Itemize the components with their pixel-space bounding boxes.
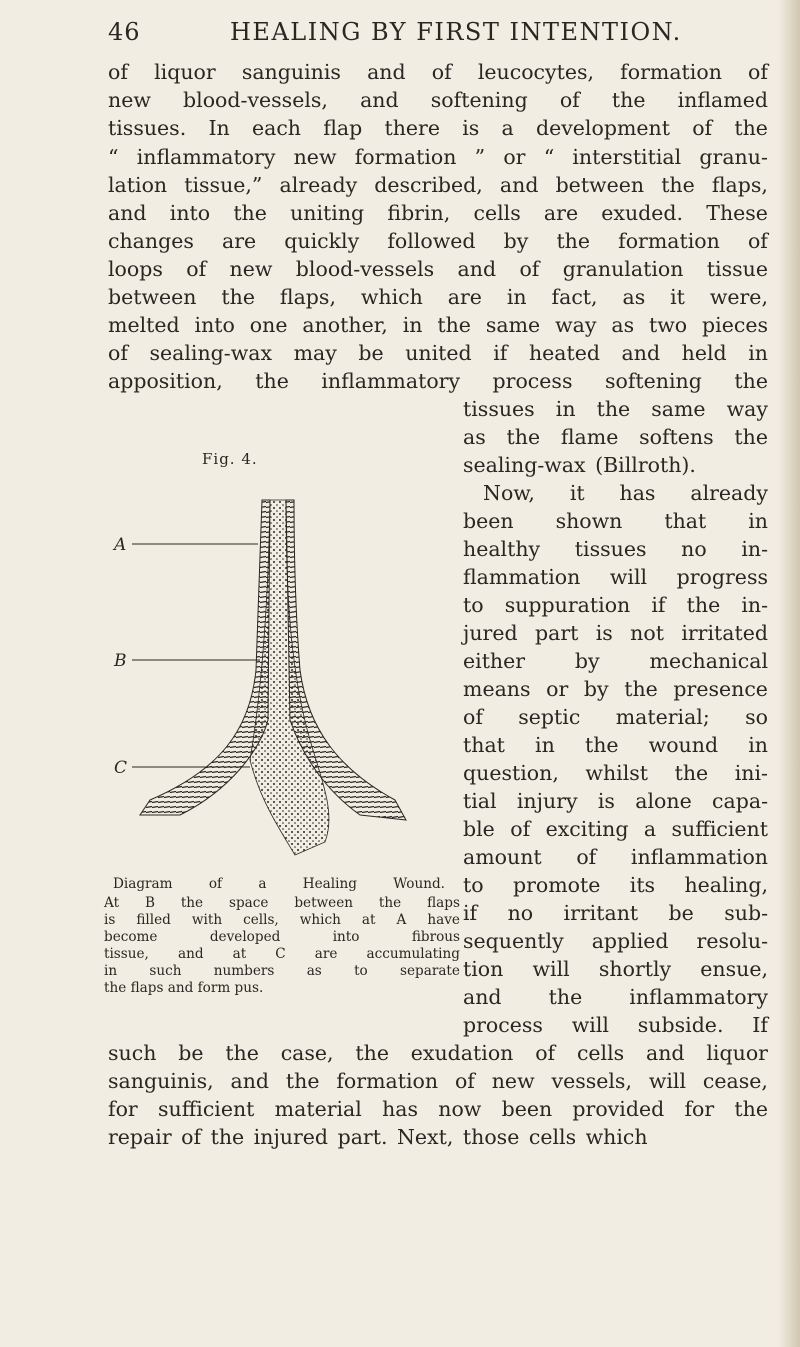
body-line: tissues in the same way — [463, 397, 768, 421]
left-flap — [140, 500, 270, 815]
body-line: such be the case, the exudation of cells and liquor — [108, 1041, 768, 1065]
body-line: that in the wound in — [463, 733, 768, 757]
body-line: repair of the injured part. Next, those cells which — [108, 1125, 648, 1149]
caption-line: the flaps and form pus. — [104, 980, 264, 996]
body-line: as the flame softens the — [463, 425, 768, 449]
body-line: process will subside. If — [463, 1013, 768, 1037]
body-line: for sufficient material has now been provided for the — [108, 1097, 768, 1121]
body-line: ble of exciting a sufficient — [463, 817, 768, 841]
body-line: “ inflammatory new formation ” or “ interstitial granu- — [108, 145, 768, 169]
figure-label: Fig. 4. — [202, 450, 258, 468]
caption-line: in such numbers as to separate — [104, 963, 460, 979]
label-b: B — [114, 651, 127, 671]
body-line: Now, it has already — [483, 481, 768, 505]
body-line: if no irritant be sub- — [463, 901, 768, 925]
body-line: amount of inflammation — [463, 845, 768, 869]
body-line: of sealing-wax may be united if heated and held in — [108, 341, 768, 365]
body-line: question, whilst the ini- — [463, 761, 768, 785]
caption-line: At B the space between the flaps — [104, 895, 460, 911]
page-number: 46 — [108, 18, 141, 46]
label-c: C — [114, 758, 128, 778]
body-line: of septic material; so — [463, 705, 768, 729]
body-line: between the flaps, which are in fact, as it were, — [108, 285, 768, 309]
body-line: either by mechanical — [463, 649, 768, 673]
label-a: A — [114, 535, 127, 555]
body-line: healthy tissues no in- — [463, 537, 768, 561]
page-edge-shadow — [778, 0, 800, 1347]
body-line: loops of new blood-vessels and of granulation tissue — [108, 257, 768, 281]
body-line: and into the uniting fibrin, cells are exuded. These — [108, 201, 768, 225]
body-line: been shown that in — [463, 509, 768, 533]
body-line: apposition, the inflammatory process softening the — [108, 369, 768, 393]
caption-line: Diagram of a Healing Wound. — [113, 876, 445, 892]
body-line: tissues. In each flap there is a development of the — [108, 116, 768, 140]
running-title: HEALING BY FIRST INTENTION. — [230, 18, 682, 46]
wound-diagram — [110, 470, 440, 875]
body-line: lation tissue,” already described, and between the flaps, — [108, 173, 768, 197]
body-line: sanguinis, and the formation of new vessels, will cease, — [108, 1069, 768, 1093]
body-line: melted into one another, in the same way as two pieces — [108, 313, 768, 337]
body-line: and the inflammatory — [463, 985, 768, 1009]
body-line: sequently applied resolu- — [463, 929, 768, 953]
body-line: tion will shortly ensue, — [463, 957, 768, 981]
body-line: new blood-vessels, and softening of the inflamed — [108, 88, 768, 112]
caption-line: become developed into fibrous — [104, 929, 460, 945]
caption-line: is filled with cells, which at A have — [104, 912, 460, 928]
body-line: sealing-wax (Billroth). — [463, 453, 696, 477]
body-line: to promote its healing, — [463, 873, 768, 897]
body-line: of liquor sanguinis and of leucocytes, formation of — [108, 60, 768, 84]
body-line: tial injury is alone capa- — [463, 789, 768, 813]
caption-line: tissue, and at C are accumulating — [104, 946, 460, 962]
body-line: flammation will progress — [463, 565, 768, 589]
body-line: changes are quickly followed by the formation of — [108, 229, 768, 253]
body-line: jured part is not irritated — [463, 621, 768, 645]
body-line: means or by the presence — [463, 677, 768, 701]
body-line: to suppuration if the in- — [463, 593, 768, 617]
